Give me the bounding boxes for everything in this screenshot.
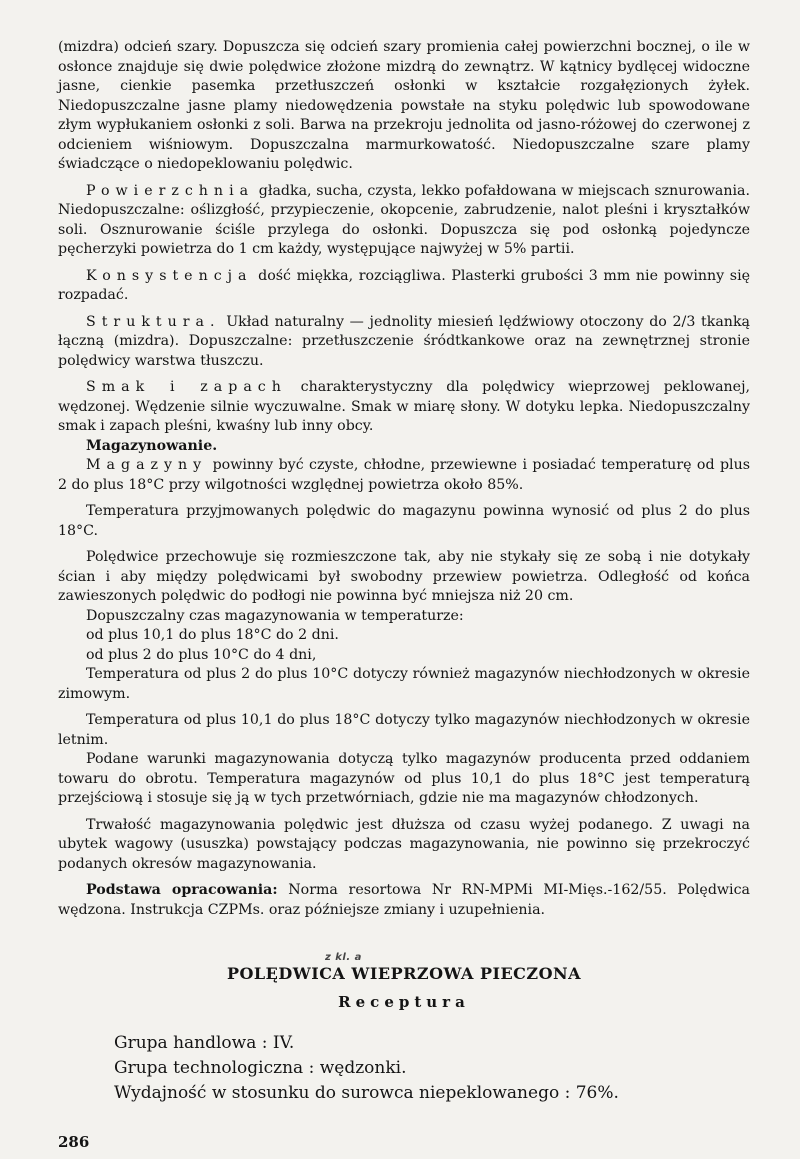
paragraph-intake-temperature: Temperatura przyjmowanych polędwic do magazynu powinna wynosić od plus 2 do plus 18°C. bbox=[58, 503, 750, 539]
term-structure: Struktura. bbox=[86, 313, 221, 330]
consistency-text: dość miękka, rozciągliwa. Plasterki grubości 3 mm nie powinny się rozpadać. bbox=[58, 267, 750, 303]
paragraph-surface bbox=[58, 182, 750, 260]
section-title bbox=[226, 952, 582, 983]
storage-heading: Magazynowanie. bbox=[86, 437, 218, 454]
surface-text: gładka, sucha, czysta, lekko pofałdowana w miejscach sznurowania. Niedopuszczalne: oślizgłość, przypieczenie, okopcenie, zabrudzenie, nalot pleśni i kryształków soli. Osznurowanie ściśle przylega do osłonki. Dopuszcza się pod osłonką pojedyncze pęcherzyki powietrza do 1 cm każdy, występujące najwyżej w 5% partii. bbox=[58, 182, 750, 257]
paragraph-conditions: Podane warunki magazynowania dotyczą tylko magazynów producenta przed oddaniem towaru do obrotu. Temperatura magazynów od plus 10,1 do plus 18°C jest temperaturą przejściową i stosuje się ją w tych przetwórniach, gdzie nie ma magazynów chłodzonych. bbox=[58, 751, 750, 806]
paragraph-consistency bbox=[58, 267, 750, 306]
paragraph-placement: Polędwice przechowuje się rozmieszczone tak, aby nie stykały się ze sobą i nie dotykały ścian i aby między polędwicami był swobodny przewiew powietrza. Odległość od końca zawieszonych polędwic do podłogi nie powinna być mniejsza niż 20 cm. bbox=[58, 549, 750, 604]
paragraph-appearance: (mizdra) odcień szary. Dopuszcza się odcień szary promienia całej powierzchni bocznej, o ile w osłonce znajduje się dwie polędwice złożone mizdrą do zewnątrz. W kątnicy bydlęcej widoczne jasne, cienkie pasemka przetłuszczeń osłonki w kształcie rozgałęzionych żyłek. Niedopuszczalne jasne plamy niedowędzenia powstałe na styku polędwic lub spowodowane złym wypłukaniem osłonki z soli. Barwa na przekroju jednolita od jasno-różowej do czerwonej z odcieniem wiśniowym. Dopuszczalna marmurkowatość. Niedopuszczalne szare plamy świadczące o niedopeklowaniu polędwic. bbox=[58, 39, 750, 172]
page-number: 286 bbox=[58, 1133, 90, 1151]
paragraph-taste-smell bbox=[58, 378, 750, 437]
basis-text: Norma resortowa Nr RN-MPMi MI-Mięs.-162/55. Polędwica wędzona. Instrukcja CZPMs. oraz późniejsze zmiany i uzupełnienia. bbox=[58, 882, 750, 918]
term-taste-smell: Smak i zapach bbox=[86, 379, 287, 395]
warehouses-text: powinny być czyste, chłodne, przewiewne i posiadać temperaturę od plus 2 do plus 18°C przy wilgotności względnej powietrza około 85%. bbox=[58, 457, 750, 493]
storage-time-intro: Dopuszczalny czas magazynowania w temperaturze: bbox=[86, 607, 464, 624]
handwritten-note: z kl. a bbox=[324, 952, 362, 963]
paragraph-durability: Trwałość magazynowania polędwic jest dłuższa od czasu wyżej podanego. Z uwagi na ubytek wagowy (ususzka) powstający podczas magazynowania, nie powinno się przekroczyć podanych okresów magazynowania. bbox=[58, 816, 750, 872]
term-warehouses: Magazyny bbox=[86, 457, 208, 473]
section-subtitle: Receptura bbox=[338, 993, 470, 1011]
paragraph-summer-temperature: Temperatura od plus 10,1 do plus 18°C dotyczy tylko magazynów niechłodzonych w okresie letnim. bbox=[58, 712, 750, 748]
taste-smell-text: charakterystyczny dla polędwicy wieprzowej peklowanej, wędzonej. Wędzenie silnie wyczuwalne. Smak w miarę słony. W dotyku lepka. Niedopuszczalny smak i zapach pleśni, kwaśny lub inny obcy. bbox=[58, 379, 750, 434]
product-groups bbox=[58, 1031, 750, 1106]
paragraph-winter-temperature: Temperatura od plus 2 do plus 10°C dotyczy również magazynów niechłodzonych w okresie zimowym. bbox=[58, 666, 750, 702]
structure-text: Układ naturalny — jednolity miesień lędźwiowy otoczony do 2/3 tkanką łączną (mizdra). Dopuszczalne: przetłuszczenie śródtkankowe oraz na zewnętrznej stronie polędwicy warstwa tłuszczu. bbox=[58, 313, 750, 369]
yield-ratio: Wydajność w stosunku do surowca niepeklowanego : 76%. bbox=[114, 1083, 619, 1103]
recipe-header bbox=[58, 952, 750, 1011]
storage-time-range-1: od plus 10,1 do plus 18°C do 2 dni. bbox=[86, 627, 339, 643]
paragraph-structure bbox=[58, 313, 750, 372]
trade-group: Grupa handlowa : IV. bbox=[114, 1033, 295, 1053]
term-consistency: Konsystencja bbox=[86, 267, 253, 284]
paragraph-basis bbox=[58, 881, 750, 920]
basis-label: Podstawa opracowania: bbox=[86, 882, 278, 898]
technology-group: Grupa technologiczna : wędzonki. bbox=[114, 1058, 407, 1078]
term-surface: Powierzchnia bbox=[86, 182, 255, 199]
paragraph-warehouses bbox=[58, 456, 750, 495]
section-title-text: POLĘDWICA WIEPRZOWA PIECZONA bbox=[226, 964, 582, 983]
storage-time-range-2: od plus 2 do plus 10°C do 4 dni, bbox=[86, 646, 317, 663]
